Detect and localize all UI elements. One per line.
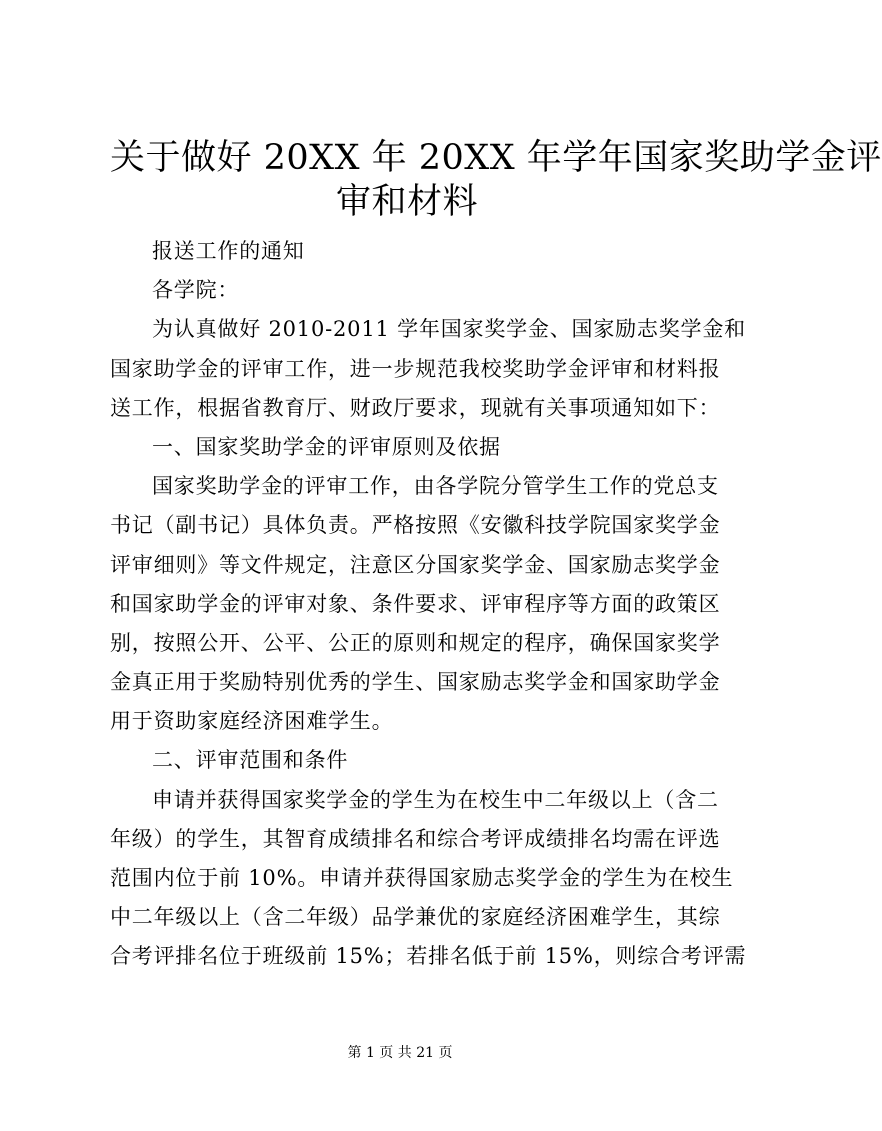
paragraph-line: 评审细则》等文件规定，注意区分国家奖学金、国家励志奖学金 — [110, 552, 721, 577]
paragraph-line: 为认真做好 2010-2011 学年国家奖学金、国家励志奖学金和 — [152, 317, 746, 342]
paragraph-line: 国家助学金的评审工作，进一步规范我校奖助学金评审和材料报 — [110, 356, 721, 381]
document-title — [110, 136, 882, 224]
paragraph-line: 申请并获得国家奖学金的学生为在校生中二年级以上（含二 — [152, 787, 719, 812]
title-line: 关于做好 20XX 年 20XX 年学年国家奖助学金评 — [110, 138, 882, 178]
paragraph-line: 和国家助学金的评审对象、条件要求、评审程序等方面的政策区 — [110, 591, 721, 616]
paragraph-notice-subtitle — [110, 232, 704, 271]
paragraph-line: 中二年级以上（含二年级）品学兼优的家庭经济困难学生，其综 — [110, 905, 721, 930]
page-footer — [0, 1043, 800, 1063]
section-heading-2 — [110, 741, 704, 780]
paragraph-line: 书记（副书记）具体负责。严格按照《安徽科技学院国家奖学金 — [110, 513, 721, 538]
paragraph-salutation — [110, 271, 704, 310]
paragraph-line: 送工作，根据省教育厅、财政厅要求，现就有关事项通知如下： — [110, 395, 721, 420]
paragraph-line: 各学院： — [152, 278, 240, 303]
paragraph-line: 二、评审范围和条件 — [152, 748, 349, 773]
title-line: 审和材料 — [335, 182, 478, 222]
paragraph-line: 用于资助家庭经济困难学生。 — [110, 709, 394, 734]
paragraph-section-1 — [110, 467, 721, 741]
paragraph-line: 一、国家奖助学金的评审原则及依据 — [152, 434, 501, 459]
paragraph-section-2 — [110, 781, 747, 977]
paragraph-line: 年级）的学生，其智育成绩排名和综合考评成绩排名均需在评选 — [110, 826, 721, 851]
document-body — [110, 232, 747, 977]
page-number-indicator: 第 1 页 共 21 页 — [347, 1045, 453, 1061]
paragraph-line: 别，按照公开、公平、公正的原则和规定的程序，确保国家奖学 — [110, 630, 721, 655]
section-heading-1 — [110, 428, 704, 467]
paragraph-intro — [110, 310, 746, 428]
paragraph-line: 范围内位于前 10%。申请并获得国家励志奖学金的学生为在校生 — [110, 866, 734, 890]
paragraph-line: 报送工作的通知 — [152, 239, 305, 263]
paragraph-line: 合考评排名位于班级前 15%；若排名低于前 15%，则综合考评需 — [110, 944, 747, 969]
paragraph-line: 国家奖助学金的评审工作，由各学院分管学生工作的党总支 — [152, 474, 719, 499]
paragraph-line: 金真正用于奖励特别优秀的学生、国家励志奖学金和国家助学金 — [110, 670, 721, 695]
